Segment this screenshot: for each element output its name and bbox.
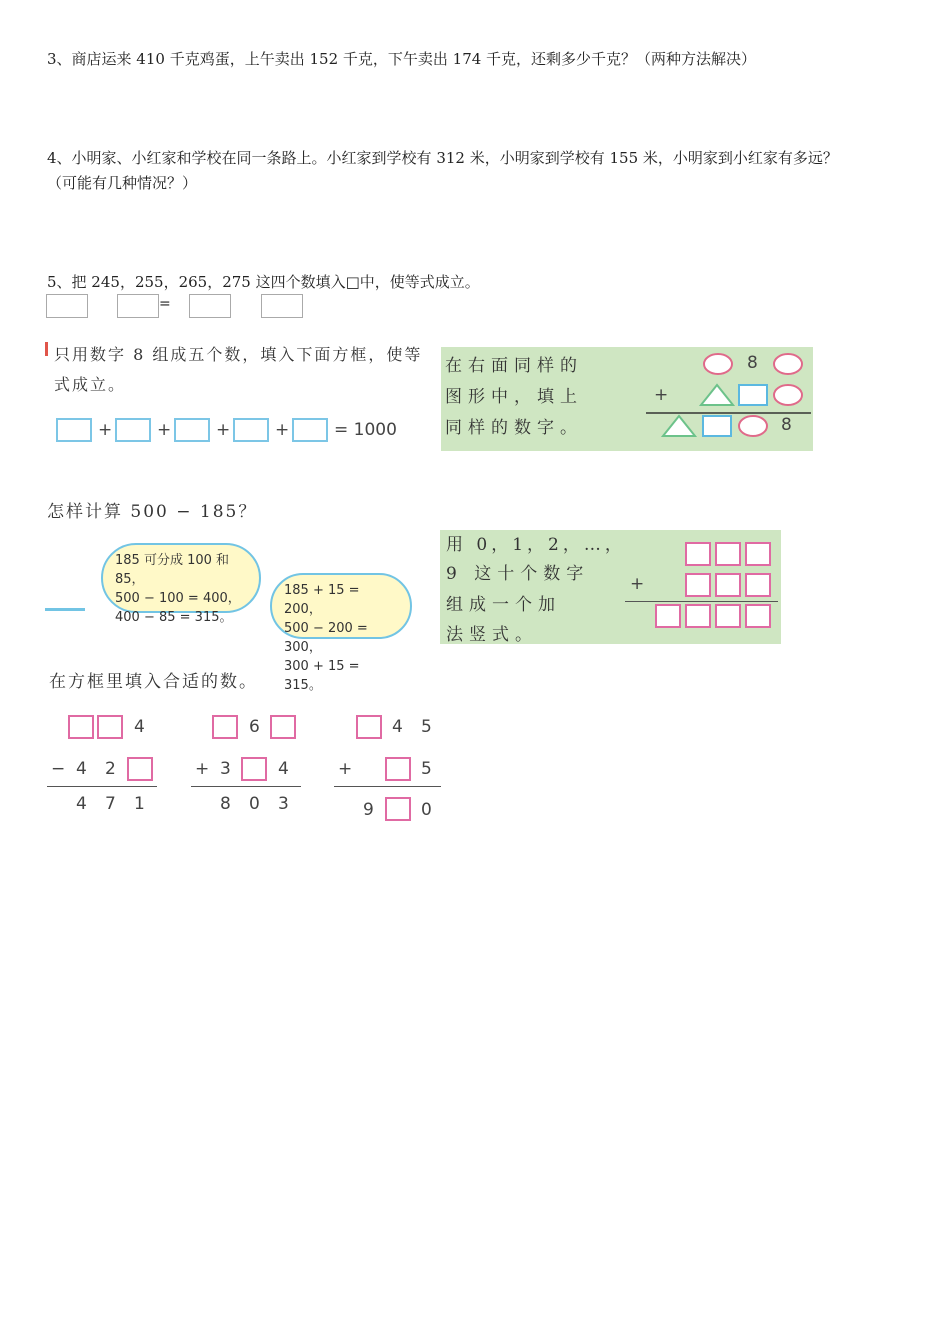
equation-result: = 1000 [334,420,397,440]
plus-sign: + [98,420,113,440]
shapes-puzzle-panel [441,347,813,451]
digit: 8 [220,794,231,814]
bubble-1-line: 400 − 85 = 315。 [115,610,233,625]
bubble-2-line: 500 − 200 = 300， [284,621,368,655]
bubble-1-line: 500 − 100 = 400， [115,591,241,606]
digit-box[interactable] [241,757,267,781]
blank-box[interactable] [233,418,269,442]
digit: 7 [105,794,116,814]
blank-box[interactable] [292,418,328,442]
digit: 4 [392,717,403,737]
digits-text-line-1: 用 0，1，2，…， [446,535,626,555]
speech-bubble-1 [101,543,261,625]
digit-box[interactable] [685,573,711,597]
sum-line [47,786,157,787]
digit-box[interactable] [685,604,711,628]
digit-box[interactable] [745,573,771,597]
plus-sign: + [275,420,290,440]
equals-sign: = [159,296,171,312]
calc-title: 怎样计算 500 − 185？ [47,502,258,522]
sum-line [191,786,301,787]
square-shape [739,385,767,405]
digits-text-line-3: 组成一个加 [446,595,561,615]
plus-sign: + [338,759,353,779]
digit-box[interactable] [685,542,711,566]
digit: 4 [134,717,145,737]
fill-title: 在方框里填入合适的数。 [49,672,258,692]
bubble-2-line: 300 + 15 = 315。 [284,659,360,693]
plus-sign: + [216,420,231,440]
digits-text-line-4: 法竖式。 [446,625,538,645]
speech-bubble-2 [270,573,412,693]
digit: 4 [76,759,87,779]
digit-box[interactable] [715,542,741,566]
digit-box[interactable] [715,573,741,597]
digit-box[interactable] [212,715,238,739]
plus-sign: + [157,420,172,440]
sum-line [334,786,441,787]
circle-shape [739,416,767,436]
eights-instruction-line-2: 式成立。 [54,375,127,394]
digit: 9 [363,800,374,820]
blank-box[interactable] [56,418,92,442]
plus-sign: + [195,759,210,779]
answer-box[interactable] [261,294,303,318]
shapes-text-line-1: 在右面同样的 [445,356,583,376]
digit-box[interactable] [745,604,771,628]
digit: 0 [421,800,432,820]
digit: 3 [220,759,231,779]
digit-box[interactable] [356,715,382,739]
digit: 2 [105,759,116,779]
digit-box[interactable] [97,715,123,739]
digit: 3 [278,794,289,814]
sum-line [625,601,778,602]
digit-box[interactable] [270,715,296,739]
digit: 6 [249,717,260,737]
plus-sign: + [630,574,645,594]
digit: 4 [76,794,87,814]
question-4-line-2: （可能有几种情况？） [47,174,198,192]
blank-box[interactable] [115,418,151,442]
square-shape [703,416,731,436]
answer-box[interactable] [117,294,159,318]
digit-box[interactable] [68,715,94,739]
bubble-2-line: 185 + 15 = 200， [284,583,360,617]
answer-box[interactable] [189,294,231,318]
digit-box[interactable] [745,542,771,566]
plus-sign: + [654,385,669,405]
minus-sign: − [51,759,66,779]
question-4-line-1: 4、小明家、小红家和学校在同一条路上。小红家到学校有 312 米，小明家到学校有 155 米，小明家到小红家有多远？ [47,149,838,167]
digits-text-line-2: 9 这十个数字 [446,564,590,584]
digit-8: 8 [747,353,758,373]
digit-8: 8 [781,415,792,435]
digit: 4 [278,759,289,779]
red-marker [45,342,48,356]
triangle-shape [663,416,695,436]
question-3: 3、商店运来 410 千克鸡蛋，上午卖出 152 千克，下午卖出 174 千克，还剩多少千克？（两种方法解决） [47,50,757,68]
bubble-1-line: 185 可分成 100 和 85， [115,553,230,587]
digit-box[interactable] [385,757,411,781]
digit: 5 [421,759,432,779]
digit-box[interactable] [655,604,681,628]
blank-box[interactable] [174,418,210,442]
digit-box[interactable] [127,757,153,781]
decor-line [45,608,85,611]
shapes-text-line-2: 图形中，填上 [445,387,583,407]
answer-box[interactable] [46,294,88,318]
question-5: 5、把 245，255，265，275 这四个数填入□中，使等式成立。 [47,273,480,291]
circle-shape [774,354,802,374]
shapes-text-line-3: 同样的数字。 [445,418,583,438]
eights-instruction-line-1: 只用数字 8 组成五个数，填入下面方框，使等 [54,345,423,364]
triangle-shape [701,385,733,405]
digit: 0 [249,794,260,814]
digit-box[interactable] [385,797,411,821]
digit: 1 [134,794,145,814]
circle-shape [704,354,732,374]
digits-puzzle-panel [440,530,781,644]
digit: 5 [421,717,432,737]
circle-shape [774,385,802,405]
digit-box[interactable] [715,604,741,628]
